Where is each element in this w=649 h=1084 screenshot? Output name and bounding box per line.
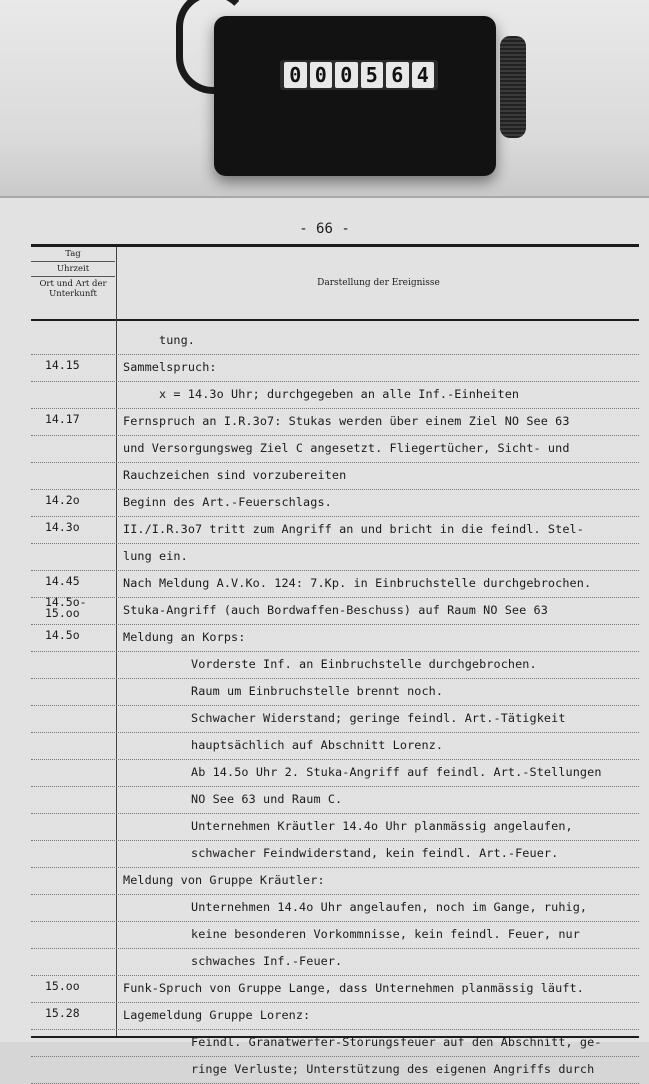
log-row (31, 463, 639, 490)
header-left-column (31, 247, 115, 319)
header-label-day: Tag (31, 247, 115, 262)
header-bottom-rule (31, 319, 639, 321)
log-row (31, 814, 639, 841)
log-text: Vorderste Inf. an Einbruchstelle durchgebrochen. (191, 657, 537, 671)
log-text: Beginn des Art.-Feuerschlags. (123, 495, 332, 509)
log-text: Stuka-Angriff (auch Bordwaffen-Beschuss) auf Raum NO See 63 (123, 603, 548, 617)
log-entries (31, 328, 639, 1084)
log-time: 14.17 (45, 412, 80, 426)
log-time: 14.45 (45, 574, 80, 588)
bottom-rule (31, 1036, 639, 1038)
counter-digit: 4 (412, 62, 435, 88)
counter-digit: 0 (310, 62, 333, 88)
log-row (31, 895, 639, 922)
log-time: 15.oo (45, 979, 80, 993)
log-text: ringe Verluste; Unterstützung des eigenen Angriffs durch (191, 1062, 595, 1076)
log-row (31, 517, 639, 544)
log-time: 14.5o (45, 628, 80, 642)
log-row (31, 382, 639, 409)
log-row (31, 328, 639, 355)
log-text: Lagemeldung Gruppe Lorenz: (123, 1008, 311, 1022)
counter-knob (500, 36, 526, 138)
log-text: tung. (159, 333, 196, 347)
log-row (31, 868, 639, 895)
counter-digits (280, 60, 438, 90)
log-text: x = 14.3o Uhr; durchgegeben an alle Inf.-Einheiten (159, 387, 520, 401)
log-row (31, 706, 639, 733)
log-row (31, 1003, 639, 1030)
log-row (31, 544, 639, 571)
log-time: 14.2o (45, 493, 80, 507)
log-text: Nach Meldung A.V.Ko. 124: 7.Kp. in Einbruchstelle durchgebrochen. (123, 576, 592, 590)
log-row (31, 922, 639, 949)
counter-digit: 6 (386, 62, 409, 88)
log-text: Raum um Einbruchstelle brennt noch. (191, 684, 444, 698)
log-time: 15.28 (45, 1006, 80, 1020)
log-row (31, 490, 639, 517)
log-row (31, 1057, 639, 1084)
log-text: Funk-Spruch von Gruppe Lange, dass Unternehmen planmässig läuft. (123, 981, 584, 995)
log-text: Rauchzeichen sind vorzubereiten (123, 468, 347, 482)
log-row (31, 841, 639, 868)
log-row (31, 760, 639, 787)
header-label-time: Uhrzeit (31, 262, 115, 277)
log-text: Schwacher Widerstand; geringe feindl. Art.-Tätigkeit (191, 711, 566, 725)
log-row (31, 949, 639, 976)
log-row (31, 625, 639, 652)
document-page (0, 196, 649, 1076)
header-label-place: Ort und Art der Unterkunft (39, 279, 107, 299)
log-text: schwacher Feindwiderstand, kein feindl. Art.-Feuer. (191, 846, 559, 860)
log-text: schwaches Inf.-Feuer. (191, 954, 343, 968)
log-row (31, 679, 639, 706)
log-text: Feindl. Granatwerfer-Störungsfeuer auf den Abschnitt, ge- (191, 1035, 602, 1049)
log-text: Meldung von Gruppe Kräutler: (123, 873, 325, 887)
frame-counter (214, 16, 496, 176)
frame-counter-photo (0, 0, 649, 200)
log-row (31, 1030, 639, 1057)
counter-digit: 0 (284, 62, 307, 88)
log-row (31, 976, 639, 1003)
log-text: hauptsächlich auf Abschnitt Lorenz. (191, 738, 444, 752)
log-text: Sammelspruch: (123, 360, 217, 374)
log-row (31, 571, 639, 598)
log-time: 14.3o (45, 520, 80, 534)
log-row (31, 787, 639, 814)
log-time: 14.15 (45, 358, 80, 372)
log-text: NO See 63 und Raum C. (191, 792, 343, 806)
log-text: keine besonderen Vorkommnisse, kein feindl. Feuer, nur (191, 927, 580, 941)
log-row (31, 595, 639, 625)
log-text: Ab 14.5o Uhr 2. Stuka-Angriff auf feindl. Art.-Stellungen (191, 765, 602, 779)
log-row (31, 409, 639, 436)
counter-digit: 0 (335, 62, 358, 88)
log-text: Meldung an Korps: (123, 630, 246, 644)
log-text: Fernspruch an I.R.3o7: Stukas werden über einem Ziel NO See 63 (123, 414, 570, 428)
log-text: und Versorgungsweg Ziel C angesetzt. Fliegertücher, Sicht- und (123, 441, 570, 455)
log-row (31, 355, 639, 382)
log-text: II./I.R.3o7 tritt zum Angriff an und bricht in die feindl. Stel- (123, 522, 584, 536)
log-time: 14.5o- 15.oo (45, 595, 87, 620)
page-number: - 66 - (299, 221, 350, 237)
log-text: Unternehmen 14.4o Uhr angelaufen, noch im Gange, ruhig, (191, 900, 588, 914)
log-row (31, 733, 639, 760)
log-row (31, 652, 639, 679)
log-row (31, 436, 639, 463)
counter-digit: 5 (361, 62, 384, 88)
header-events-title: Darstellung der Ereignisse (317, 278, 440, 288)
log-text: Unternehmen Kräutler 14.4o Uhr planmässig angelaufen, (191, 819, 573, 833)
log-text: lung ein. (123, 549, 188, 563)
